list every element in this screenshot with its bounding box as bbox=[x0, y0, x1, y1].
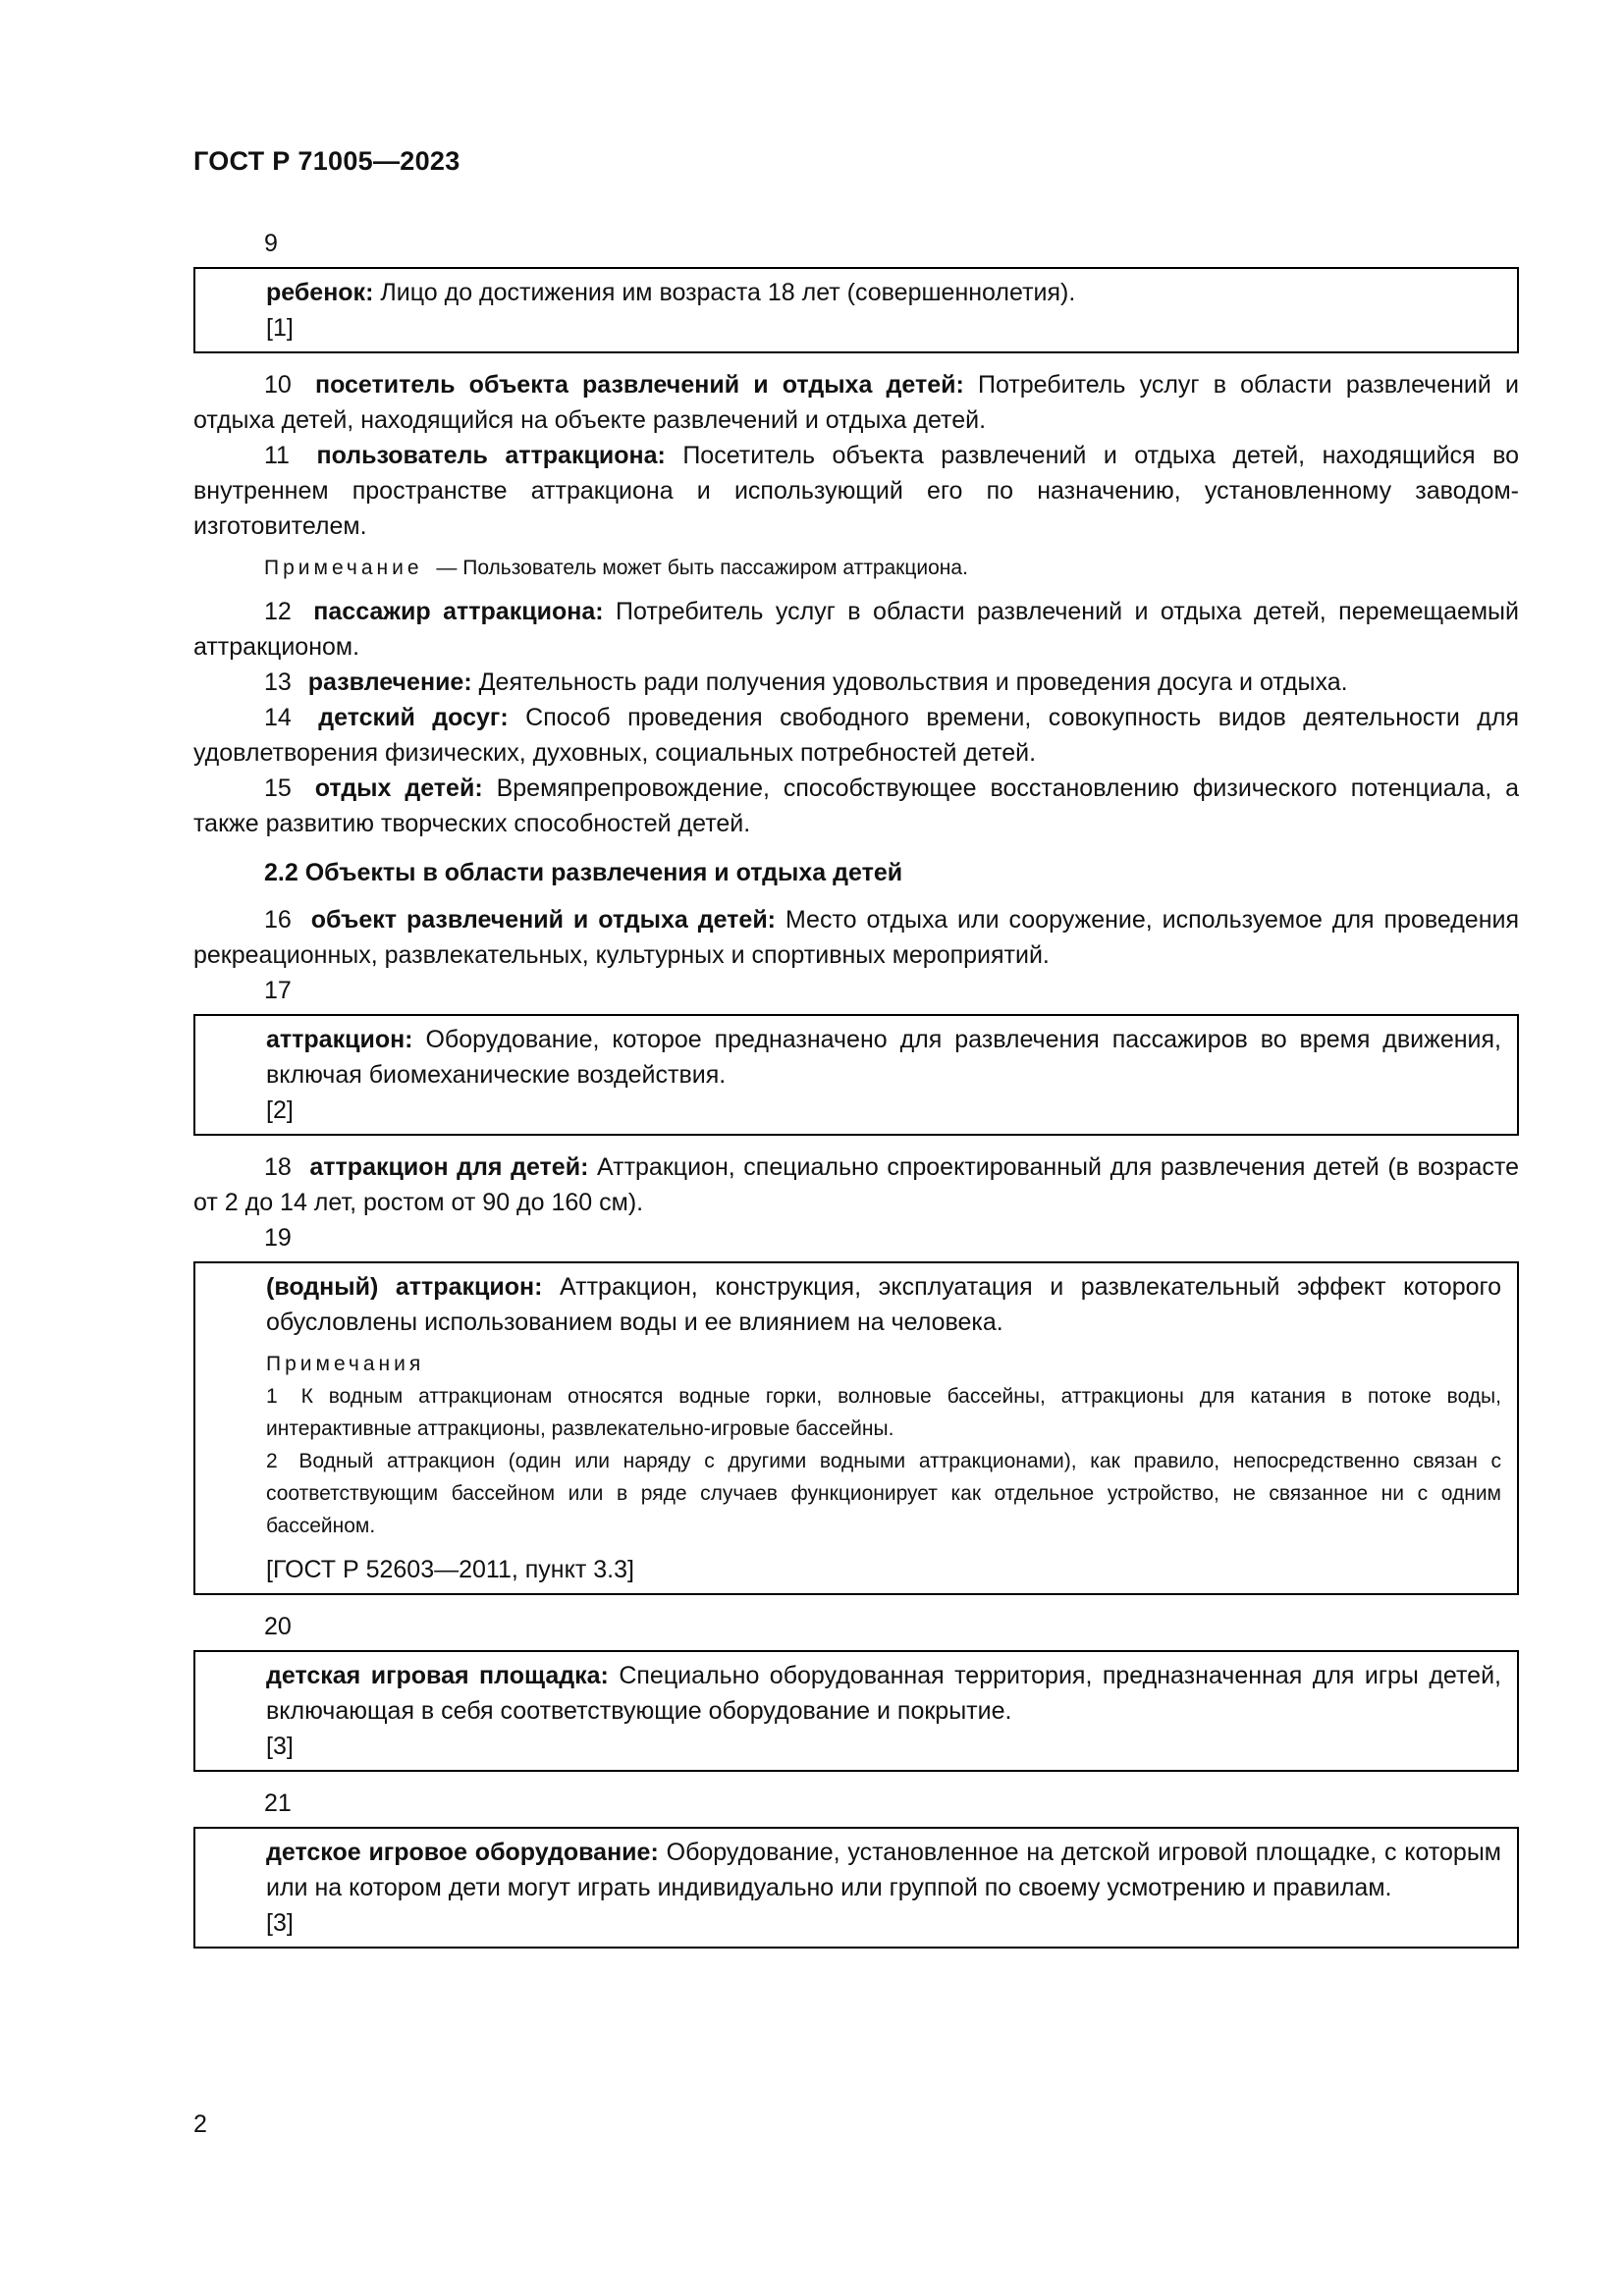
entry-number: 13 bbox=[264, 668, 292, 696]
entry-number: 14 bbox=[264, 704, 292, 731]
entry-number: 17 bbox=[264, 977, 292, 1004]
term-definition bbox=[266, 1269, 1501, 1340]
document-body bbox=[193, 226, 1519, 1962]
term-name: детский досуг: bbox=[318, 704, 509, 731]
entry-number: 11 bbox=[264, 442, 290, 469]
entry-number: 20 bbox=[264, 1613, 292, 1640]
note-text: — Пользователь может быть пассажиром аттракциона. bbox=[436, 557, 968, 579]
source-reference: [ГОСТ Р 52603—2011, пункт 3.3] bbox=[266, 1556, 634, 1583]
note-label: Примечание bbox=[264, 557, 423, 579]
definition-text: Посетитель объекта развлечений и отдыха детей, находящийся во внутреннем пространстве аттракциона и использующий его по назначению, установленному заводом-изготовителем. bbox=[193, 442, 1519, 540]
term-name: пассажир аттракциона: bbox=[313, 598, 604, 625]
term-name: ребенок: bbox=[266, 279, 374, 306]
entry-number: 21 bbox=[264, 1789, 292, 1817]
section-heading: 2.2 Объекты в области развлечения и отдыха детей bbox=[264, 859, 903, 886]
term-name: аттракцион: bbox=[266, 1026, 413, 1053]
definition-text: Времяпрепровождение, способствующее восстановлению физического потенциала, а также развитию творческих способностей детей. bbox=[193, 774, 1519, 837]
source-reference: [3] bbox=[266, 1909, 294, 1937]
term-box-19 bbox=[193, 1261, 1519, 1595]
term-name: пользователь аттракциона: bbox=[316, 442, 666, 469]
term-entry-15 bbox=[193, 771, 1519, 841]
note-text: К водным аттракционам относятся водные горки, волновые бассейны, аттракционы для катания в потоке воды, интерактивные аттракционы, развлекательно-игровые бассейны. bbox=[266, 1385, 1501, 1440]
entry-number: 15 bbox=[264, 774, 292, 802]
entry-number: 16 bbox=[264, 906, 292, 934]
entry-number: 19 bbox=[264, 1224, 292, 1252]
term-name: (водный) аттракцион: bbox=[266, 1273, 543, 1301]
note-item-1 bbox=[266, 1380, 1501, 1445]
definition-text: Специально оборудованная территория, предназначенная для игры детей, включающая в себя соответствующие оборудование и покрытие. bbox=[266, 1662, 1501, 1725]
term-name: детское игровое оборудование: bbox=[266, 1839, 659, 1866]
page-number: 2 bbox=[193, 2110, 207, 2138]
term-box-17 bbox=[193, 1014, 1519, 1136]
term-entry-10 bbox=[193, 367, 1519, 438]
source-reference: [1] bbox=[266, 314, 294, 342]
term-name: посетитель объекта развлечений и отдыха детей: bbox=[314, 371, 964, 399]
term-entry-18 bbox=[193, 1149, 1519, 1220]
definition-text: Аттракцион, специально спроектированный для развлечения детей (в возрасте от 2 до 14 лет, ростом от 90 до 160 см). bbox=[193, 1153, 1519, 1216]
note-text: Водный аттракцион (один или наряду с другими водными аттракционами), как правило, непосредственно связан с соответствующим бассейном или в ряде случаев функционирует как отдельное устройство, не связанное ни с одним бассейном. bbox=[266, 1450, 1502, 1537]
definition-text: Оборудование, которое предназначено для развлечения пассажиров во время движения, включая биомеханические воздействия. bbox=[266, 1026, 1501, 1089]
term-entry-14 bbox=[193, 700, 1519, 771]
entry-number: 12 bbox=[264, 598, 292, 625]
term-definition bbox=[266, 1835, 1501, 1905]
entry-number: 9 bbox=[264, 230, 278, 257]
term-name: детская игровая площадка: bbox=[266, 1662, 609, 1689]
term-box-20 bbox=[193, 1650, 1519, 1772]
note-number: 1 bbox=[266, 1385, 278, 1408]
definition-text: Оборудование, установленное на детской игровой площадке, с которым или на котором дети могут играть индивидуально или группой по своему усмотрению и правилам. bbox=[266, 1839, 1501, 1901]
definition-text: Аттракцион, конструкция, эксплуатация и развлекательный эффект которого обусловлены использованием воды и ее влиянием на человека. bbox=[266, 1273, 1501, 1336]
term-entry-11 bbox=[193, 438, 1519, 544]
definition-text: Деятельность ради получения удовольствия и проведения досуга и отдыха. bbox=[478, 668, 1348, 696]
definition-text: Лицо до достижения им возраста 18 лет (совершеннолетия). bbox=[380, 279, 1076, 306]
source-reference: [3] bbox=[266, 1733, 294, 1760]
note-11 bbox=[193, 552, 1519, 584]
term-box-9 bbox=[193, 267, 1519, 353]
term-entry-16 bbox=[193, 902, 1519, 973]
entry-number: 18 bbox=[264, 1153, 292, 1181]
term-name: объект развлечений и отдыха детей: bbox=[310, 906, 777, 934]
term-name: аттракцион для детей: bbox=[309, 1153, 589, 1181]
definition-text: Потребитель услуг в области развлечений и отдыха детей, находящийся на объекте развлечений и отдыха детей. bbox=[193, 371, 1519, 434]
term-definition bbox=[266, 1022, 1501, 1093]
term-definition bbox=[266, 1658, 1501, 1729]
standard-header: ГОСТ Р 71005—2023 bbox=[193, 146, 460, 176]
entry-number: 10 bbox=[264, 371, 292, 399]
term-name: развлечение: bbox=[307, 668, 472, 696]
source-reference: [2] bbox=[266, 1096, 294, 1124]
definition-text: Место отдыха или сооружение, используемое для проведения рекреационных, развлекательных, культурных и спортивных мероприятий. bbox=[193, 906, 1520, 969]
term-definition bbox=[266, 275, 1501, 310]
notes-title: Примечания bbox=[266, 1353, 425, 1375]
term-entry-13 bbox=[193, 665, 1519, 700]
term-name: отдых детей: bbox=[314, 774, 483, 802]
definition-text: Способ проведения свободного времени, совокупность видов деятельности для удовлетворения физических, духовных, социальных потребностей детей. bbox=[193, 704, 1520, 767]
term-box-21 bbox=[193, 1827, 1519, 1949]
note-number: 2 bbox=[266, 1450, 278, 1472]
definition-text: Потребитель услуг в области развлечений и отдыха детей, перемещаемый аттракционом. bbox=[193, 598, 1519, 661]
term-entry-12 bbox=[193, 594, 1519, 665]
note-item-2 bbox=[266, 1445, 1501, 1542]
